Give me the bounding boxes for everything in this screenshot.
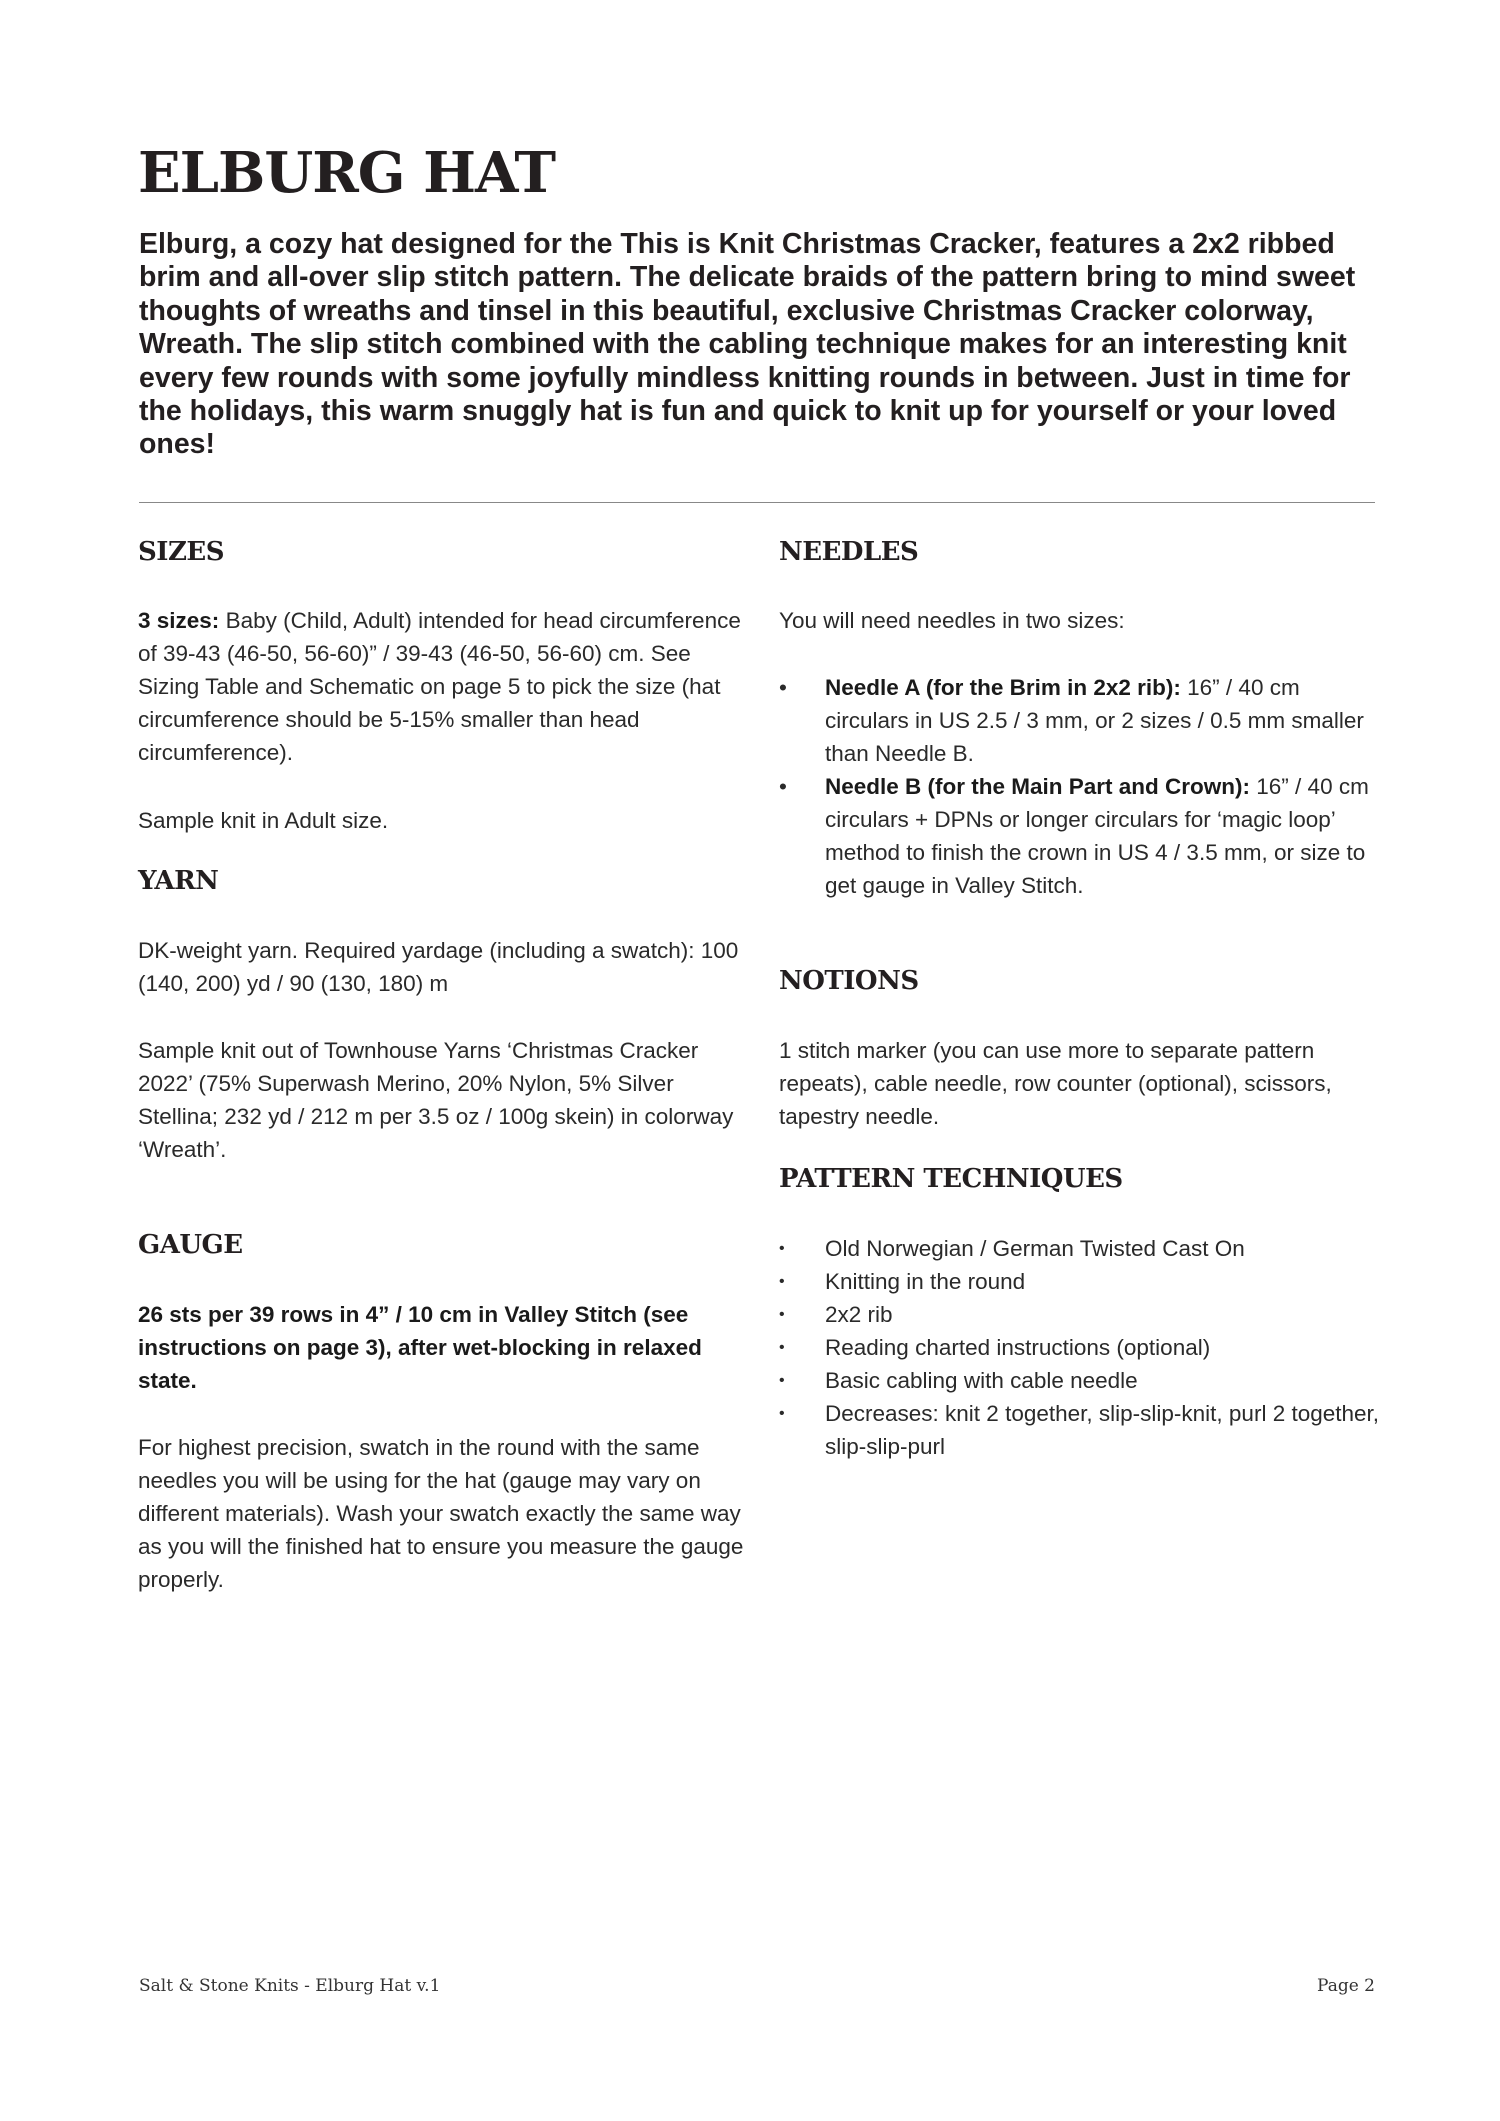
bullet-icon: • xyxy=(779,1372,785,1389)
footer-title: Salt & Stone Knits - Elburg Hat v.1 xyxy=(139,1976,441,1996)
intro-paragraph: Elburg, a cozy hat designed for the This is Knit Christmas Cracker, features a 2x2 ribbed brim and all-over slip stitch pattern. The delicate braids of the pattern bring to mind sweet thoughts of wreaths and tinsel in this beautiful, exclusive Christmas Cracker colorway, Wreath. The slip stitch combined with the cabling technique makes for an interesting knit every few rounds with some joyfully mindless knitting rounds in between. Just in time for the holidays, this warm snuggly hat is fun and quick to knit up for yourself or your loved ones! xyxy=(139,228,1356,461)
technique-text: Reading charted instructions (optional) xyxy=(825,1335,1211,1360)
technique-text: Decreases: knit 2 together, slip-slip-knit, purl 2 together, slip-slip-purl xyxy=(825,1401,1380,1459)
sizes-text xyxy=(138,604,748,769)
gauge-spec: 26 sts per 39 rows in 4” / 10 cm in Valley Stitch (see instructions on page 3), after wet-blocking in relaxed state. xyxy=(138,1302,702,1393)
technique-text: 2x2 rib xyxy=(825,1302,893,1327)
technique-text: Knitting in the round xyxy=(825,1269,1026,1294)
page-number: Page 2 xyxy=(1317,1976,1375,1996)
bullet-icon: • xyxy=(779,1240,785,1257)
sizes-body: Baby (Child, Adult) intended for head circumference of 39-43 (46-50, 56-60)” / 39-43 (46-50, 56-60) cm. See Sizing Table and Schematic on page 5 to pick the size (hat circumference should be 5-15% smaller than head circumference). xyxy=(138,608,741,765)
notions-heading: NOTIONS xyxy=(779,966,919,996)
notions-text: 1 stitch marker (you can use more to separate pattern repeats), cable needle, row counter (optional), scissors, tapestry needle. xyxy=(779,1038,1332,1129)
bullet-icon: • xyxy=(779,1306,785,1323)
yarn-requirement: DK-weight yarn. Required yardage (including a swatch): 100 (140, 200) yd / 90 (130, 180) m xyxy=(138,938,739,996)
needle-b-label: Needle B (for the Main Part and Crown): xyxy=(825,774,1251,799)
divider xyxy=(139,502,1375,503)
bullet-icon: • xyxy=(779,675,787,700)
needle-a-text: 16” / 40 cm circulars in US 2.5 / 3 mm, or 2 sizes / 0.5 mm smaller than Needle B. xyxy=(825,675,1364,766)
needles-lead: You will need needles in two sizes: xyxy=(779,608,1125,633)
yarn-heading: YARN xyxy=(138,866,219,896)
needle-b-text: 16” / 40 cm circulars + DPNs or longer circulars for ‘magic loop’ method to finish the crown in US 4 / 3.5 mm, or size to get gauge in Valley Stitch. xyxy=(825,774,1369,898)
technique-text: Old Norwegian / German Twisted Cast On xyxy=(825,1236,1245,1261)
sizes-lead: 3 sizes: xyxy=(138,608,220,633)
list-item xyxy=(779,1397,1389,1463)
page-title: ELBURG HAT xyxy=(138,140,556,206)
list-item xyxy=(779,1232,1389,1265)
gauge-heading: GAUGE xyxy=(138,1230,243,1260)
needle-b-item xyxy=(779,770,1389,902)
needle-a-label: Needle A (for the Brim in 2x2 rib): xyxy=(825,675,1181,700)
yarn-sample: Sample knit out of Townhouse Yarns ‘Christmas Cracker 2022’ (75% Superwash Merino, 20% Nylon, 5% Silver Stellina; 232 yd / 212 m per 3.5 oz / 100g skein) in colorway ‘Wreath’. xyxy=(138,1038,734,1162)
needle-a-item xyxy=(779,671,1389,770)
needles-list xyxy=(779,671,1389,902)
gauge-advice: For highest precision, swatch in the round with the same needles you will be using for the hat (gauge may vary on different materials). Wash your swatch exactly the same way as you will the finished hat to ensure you measure the gauge properly. xyxy=(138,1435,744,1592)
technique-text: Basic cabling with cable needle xyxy=(825,1368,1138,1393)
list-item xyxy=(779,1331,1389,1364)
techniques-heading: PATTERN TECHNIQUES xyxy=(779,1164,1123,1194)
techniques-list xyxy=(779,1232,1389,1463)
sizes-sample: Sample knit in Adult size. xyxy=(138,808,389,833)
bullet-icon: • xyxy=(779,774,787,799)
list-item xyxy=(779,1364,1389,1397)
needles-heading: NEEDLES xyxy=(779,537,919,567)
list-item xyxy=(779,1265,1389,1298)
bullet-icon: • xyxy=(779,1339,785,1356)
sizes-heading: SIZES xyxy=(138,537,225,567)
bullet-icon: • xyxy=(779,1273,785,1290)
bullet-icon: • xyxy=(779,1405,785,1422)
list-item xyxy=(779,1298,1389,1331)
